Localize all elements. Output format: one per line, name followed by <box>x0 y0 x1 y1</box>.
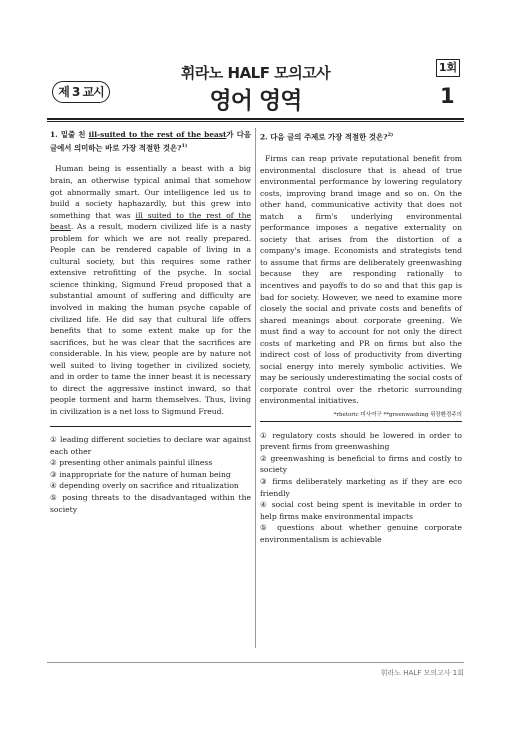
q1-option-5[interactable]: ⑤ posing threats to the disadvantaged within the society <box>50 493 251 514</box>
q2-option-1[interactable]: ① regulatory costs should be lowered in order to prevent firms from greenwashing <box>260 430 462 452</box>
q1-footnote-ref: 1) <box>181 142 188 149</box>
q2-options-rule <box>260 421 462 422</box>
q1-passage-after: . As a result, modern civilized life is a nasty problem for which we are not really prepared. People can be rendered capable of living in a cultural society, but this requires some rather extensive retrofitting of the psyche. In social science thinking, Sigmund Freud proposed that a substantial amount of suffering and difficulty are involved in making the human psyche capable of civilized life. He did say that cultural life offers benefits that to some extent make up for the sacrifices, but he was clear that the sacrifices are considerable. In his view, people are by nature not well suited to living together in civilized society, and in order to tame the inner beast it is necessary to direct the aggressive instinct inward, so that people torment and harm themselves. Thus, living in civilization is a net loss to Sigmund Freud. <box>50 222 251 416</box>
page-number: 1 <box>440 84 455 108</box>
q1-options-rule <box>50 426 251 427</box>
header-rule-thin <box>47 121 464 122</box>
question-1-title <box>50 130 251 153</box>
q1-passage-before: Human being is essentially a beast with a big brain, an otherwise typical animal that somehow got abnormally smart. Our intelligence led us to build a society haphazardly, but this grew into something that was <box>50 164 251 220</box>
q1-option-2[interactable]: ② presenting other animals painful illness <box>50 458 213 468</box>
round-box: 1회 <box>436 59 460 77</box>
q1-option-4[interactable]: ④ depending overly on sacrifice and ritualization <box>50 481 239 491</box>
q1-title-suffix: 가 다음 글에서 의미하는 바로 가장 적절한 것은? <box>50 130 251 152</box>
q1-title-underlined: ill-suited to the rest of the beast <box>88 130 227 139</box>
q2-footnote-ref: 2) <box>387 132 394 138</box>
q1-title-prefix: 1. 밑줄 친 <box>50 130 89 139</box>
question-1-passage <box>50 163 251 417</box>
q2-option-5[interactable]: ⑤ questions about whether genuine corporate environmentalism is achievable <box>260 523 462 544</box>
page-footer: 휘라노 HALF 모의고사 1회 <box>380 669 464 677</box>
question-2 <box>260 130 462 545</box>
question-2-title <box>260 130 462 143</box>
subject-title: 영어 영역 <box>209 88 302 114</box>
q1-option-3[interactable]: ③ inappropriate for the nature of human being <box>50 469 231 479</box>
column-divider <box>255 128 256 648</box>
q2-title-text: 2. 다음 글의 주제로 가장 적절한 것은? <box>260 132 388 142</box>
q1-option-1[interactable]: ① leading different societies to declare war against each other <box>50 435 251 456</box>
q2-option-3[interactable]: ③ firms deliberately marketing as if they are eco friendly <box>260 476 462 498</box>
footer-rule <box>47 662 464 663</box>
session-badge: 제 3 교시 <box>52 81 110 103</box>
q1-passage-underlined: ill suited to the rest of the beast <box>50 210 251 232</box>
exam-title: 휘라노 HALF 모의고사 <box>180 64 331 82</box>
header-rule-thick <box>47 118 464 120</box>
q2-option-2[interactable]: ② greenwashing is beneficial to firms and costly to society <box>260 453 462 475</box>
q2-glossary-note: *rhetoric 미사여구 **greenwashing 위장환경주의 <box>333 412 462 418</box>
q2-option-4[interactable]: ④ social cost being spent is inevitable in order to help firms make environmental impacts <box>260 500 462 521</box>
question-2-options <box>260 430 462 545</box>
question-1-options <box>50 434 251 515</box>
question-2-passage: Firms can reap private reputational benefit from environmental disclosure that is ahead of true environmental performance by lowering regulatory costs, improving brand image and so on. On the other hand, communicative activity that does not match a firm's underlying environmental performance imposes a negative externality on society that arises from the distortion of a company's image. Economists and strategists tend to assume that firms are deliberately greenwashing because they are responding rationally to incentives and payoffs to do so and that this gap is bad for society. However, we need to examine more closely the social and private costs and benefits of shared meanings about corporate greening. We must find a way to account for not only the direct costs of marketing and PR on firms but also the indirect cost of loss of productivity from diverting social energy into merely symbolic activities. We may be seriously underestimating the social costs of corporate control over the rhetoric surrounding environmental initiatives. <box>260 153 462 406</box>
question-1 <box>50 130 251 515</box>
